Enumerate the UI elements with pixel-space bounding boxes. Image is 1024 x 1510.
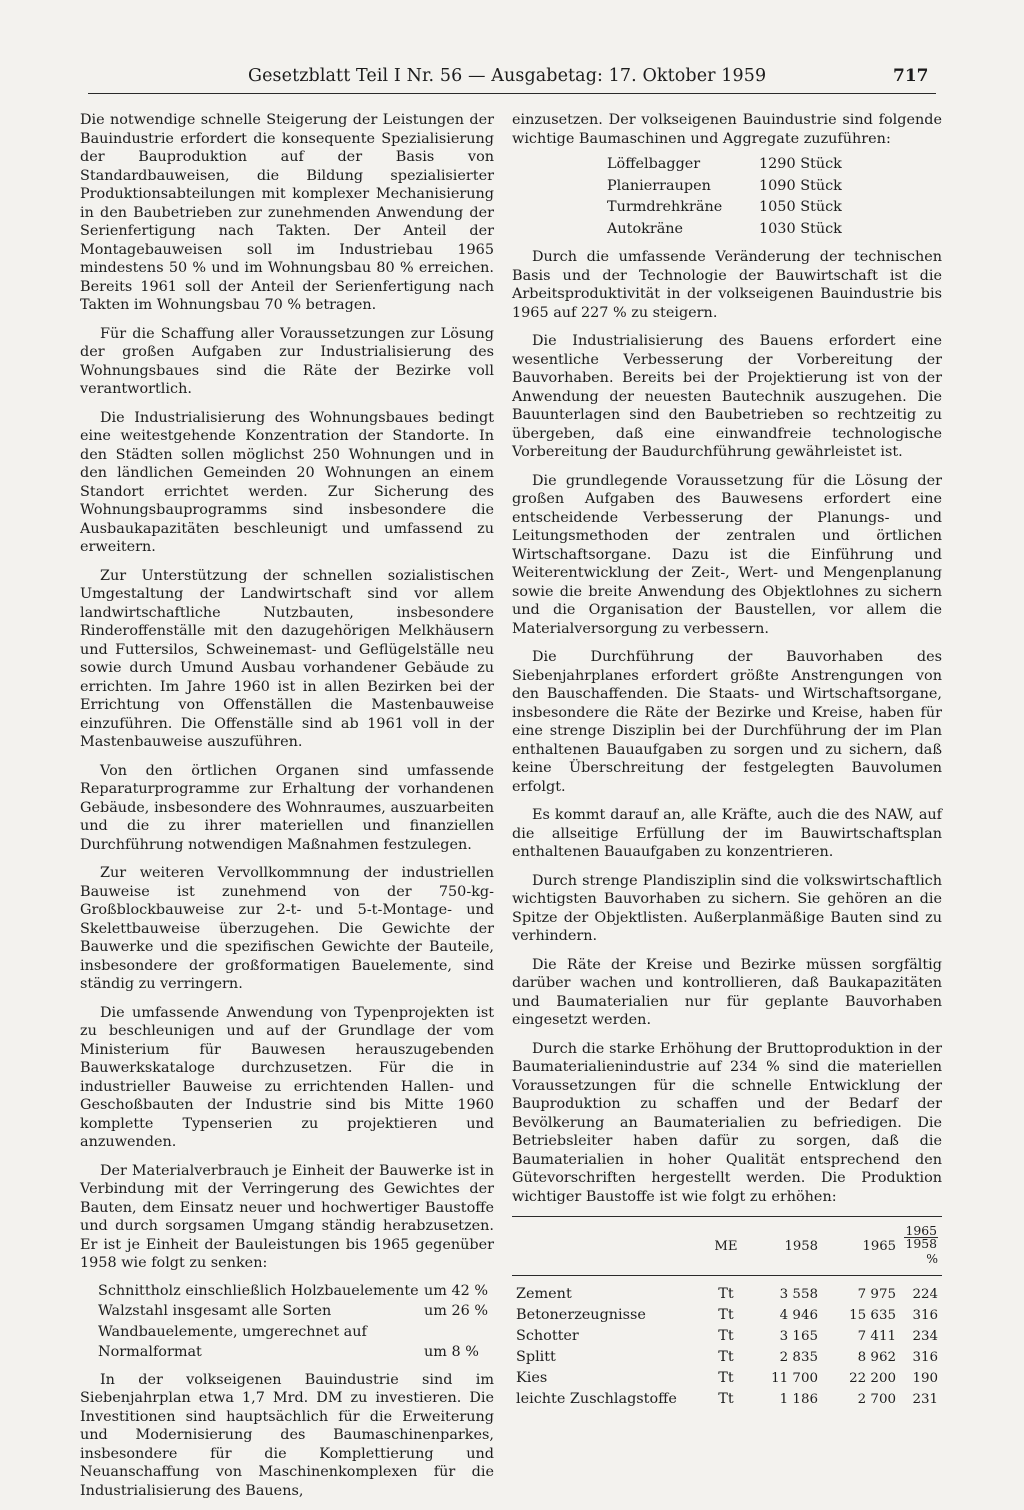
paragraph: Der Materialverbrauch je Einheit der Bauwerke ist in Verbindung mit der Verringerung des Gewichtes der Bauten, dem Einsatz neuer und hochwertiger Baustoffe und durch sorgsamen Umgang ständig herabzusetzen. Er ist je Einheit der Bauleistungen bis 1965 gegenüber 1958 wie folgt zu senken: bbox=[80, 1162, 494, 1271]
col-header-1965: 1965 bbox=[822, 1217, 900, 1276]
value-1965-cell: 7 411 bbox=[857, 1329, 896, 1345]
reduction-item bbox=[98, 1342, 494, 1363]
reduction-amount: um 42 % bbox=[424, 1282, 489, 1299]
page-header bbox=[0, 60, 1024, 94]
machine-row bbox=[607, 219, 842, 241]
header-title: Gesetzblatt Teil I Nr. 56 — Ausgabetag: 17. Oktober 1959 bbox=[248, 66, 767, 86]
paragraph: Durch die umfassende Veränderung der technischen Basis und der Technologie der Bauwirtschaft ist die Arbeitsproduktivität in der volkseigenen Bauindustrie bis 1965 auf 227 % zu steigern. bbox=[512, 249, 942, 321]
reduction-label: Walzstahl insgesamt alle Sorten bbox=[98, 1303, 332, 1319]
material-cell: leichte Zuschlagstoffe bbox=[516, 1391, 677, 1408]
machine-name: Löffelbagger bbox=[607, 156, 701, 172]
paragraph: Die Industrialisierung des Wohnungsbaues bedingt eine weitestgehende Konzentration der Standorte. In den Städten sollen möglichst 250 Wohnungen und in den ländlichen Gemeinden 20 Wohnungen an einem Standort errichtet werden. Zur Sicherung des Wohnungsbauprogramms sind insbesondere die Ausbaukapazitäten beschleunigt und umfassend zu erweitern. bbox=[80, 409, 494, 555]
value-1958-cell: 3 558 bbox=[779, 1287, 818, 1303]
machine-quantity: 1050 Stück bbox=[759, 199, 842, 215]
ratio-fraction bbox=[904, 1225, 938, 1250]
reduction-label: Normalformat bbox=[98, 1344, 202, 1360]
machine-row bbox=[607, 197, 842, 219]
machine-name: Turmdrehkräne bbox=[607, 199, 723, 215]
reduction-label: Wandbauelemente, umgerechnet auf bbox=[98, 1323, 367, 1340]
value-1958-cell: 1 186 bbox=[779, 1392, 818, 1408]
material-cell: Schotter bbox=[516, 1328, 579, 1345]
paragraph: Die Durchführung der Bauvorhaben des Siebenjahrplanes erfordert größte Anstrengungen von den Bauschaffenden. Die Staats- und Wirtschaftsorgane, insbesondere die Räte der Bezirke und Kreise, haben für eine strenge Disziplin bei der Durchführung der im Plan enthaltenen Bauaufgaben zu sorgen und zu sichern, daß keine Überschreitung der festgelegten Bauvolumen erfolgt. bbox=[512, 649, 942, 795]
right-column bbox=[512, 111, 942, 1410]
col-header-material bbox=[512, 1217, 698, 1276]
col-header-1958: 1958 bbox=[754, 1217, 822, 1276]
unit-cell: Tt bbox=[718, 1349, 734, 1366]
value-1958-cell: 11 700 bbox=[771, 1371, 818, 1387]
unit-cell: Tt bbox=[718, 1370, 734, 1387]
paragraph: Die grundlegende Voraussetzung für die Lösung der großen Aufgaben des Bauwesens erfordert eine entscheidende Verbesserung der Planungs- und Leitungsmethoden der zentralen und örtlichen Wirtschaftsorgane. Dazu ist die Einführung und Weiterentwicklung der Zeit-, Wert- und Mengenplanung sowie die breite Anwendung des Objektlohnes zu sichern und die Organisation der Baustellen, vor allem die Materialversorgung zu verbessern. bbox=[512, 472, 942, 637]
table-row bbox=[512, 1347, 942, 1368]
value-1958-cell: 2 835 bbox=[779, 1350, 818, 1366]
reduction-amount: um 8 % bbox=[424, 1344, 479, 1360]
paragraph: Durch die starke Erhöhung der Bruttoproduktion in der Baumaterialienindustrie auf 234 % sind die materiellen Voraussetzungen für die schnelle Entwicklung der Bauproduktion zu schaffen und der Bedarf der Bevölkerung an Baumaterialien zu befriedigen. Die Betriebsleiter haben dafür zu sorgen, daß die Baumaterialien in hoher Qualität entsprechend den Gütevorschriften hergestellt werden. Die Produktion wichtiger Baustoffe ist wie folgt zu erhöhen: bbox=[512, 1040, 942, 1205]
table-row bbox=[512, 1326, 942, 1347]
ratio-numerator: 1965 bbox=[905, 1223, 937, 1238]
unit-cell: Tt bbox=[718, 1391, 734, 1408]
paragraph: Von den örtlichen Organen sind umfassende Reparaturprogramme zur Erhaltung der vorhandenen Gebäude, insbesondere des Wohnraumes, auszuarbeiten und die zu ihrer materiellen und finanziellen Durchführung notwendigen Maßnahmen festzulegen. bbox=[80, 762, 494, 853]
header-rule bbox=[88, 93, 936, 94]
page-number: 717 bbox=[893, 66, 929, 86]
table-row bbox=[512, 1276, 942, 1306]
unit-cell: Tt bbox=[718, 1286, 734, 1303]
machine-name: Autokräne bbox=[607, 220, 684, 237]
machine-quantity: 1090 Stück bbox=[759, 177, 842, 194]
paragraph: Die notwendige schnelle Steigerung der Leistungen der Bauindustrie erfordert die konsequente Spezialisierung der Bauproduktion auf der Basis von Standardbauweisen, die Bildung spezialisierter Produktionsabteilungen mit komplexer Mechanisierung in den Baubetrieben zur zunehmenden Anwendung der Serienfertigung nach Takten. Der Anteil der Montagebauweisen soll im Industriebau 1965 mindestens 50 % und im Wohnungsbau 80 % erreichen. Bereits 1961 soll der Anteil der Serienfertigung nach Takten im Wohnungsbau 70 % betragen. bbox=[80, 112, 494, 313]
ratio-unit: % bbox=[926, 1251, 938, 1266]
col-header-ratio bbox=[900, 1217, 942, 1276]
ratio-cell: 190 bbox=[912, 1371, 938, 1387]
paragraph: Es kommt darauf an, alle Kräfte, auch die des NAW, auf die allseitige Erfüllung der im Bauwirtschaftsplan enthaltenen Bauaufgaben zu konzentrieren. bbox=[512, 807, 942, 860]
reduction-list bbox=[98, 1281, 494, 1363]
material-cell: Kies bbox=[516, 1370, 548, 1387]
material-cell: Splitt bbox=[516, 1349, 556, 1366]
table-row bbox=[512, 1368, 942, 1389]
reduction-amount: um 26 % bbox=[424, 1303, 489, 1319]
machine-row bbox=[607, 176, 842, 198]
paragraph: Zur Unterstützung der schnellen sozialistischen Umgestaltung der Landwirtschaft sind vor allem landwirtschaftliche Nutzbauten, insbesondere Rinderoffenställe mit den dazugehörigen Melkhäusern und Futtersilos, Schweinemast- und Geflügelställe neu sowie durch Umund Ausbau vorhandener Gebäude zu errichten. Im Jahre 1960 ist in allen Bezirken bei der Errichtung von Offenställen die Mastenbauweise einzuführen. Die Offenställe sind ab 1961 voll in der Mastenbauweise auszuführen. bbox=[80, 567, 494, 750]
ratio-cell: 316 bbox=[912, 1308, 938, 1324]
reduction-item bbox=[98, 1281, 494, 1302]
paragraph: Für die Schaffung aller Voraussetzungen zur Lösung der großen Aufgaben zur Industrialisierung des Wohnungsbaues sind die Räte der Bezirke voll verantwortlich. bbox=[80, 325, 494, 397]
ratio-cell: 234 bbox=[912, 1329, 938, 1345]
value-1965-cell: 22 200 bbox=[849, 1371, 896, 1387]
machine-quantity: 1030 Stück bbox=[759, 220, 842, 237]
value-1965-cell: 8 962 bbox=[857, 1350, 896, 1366]
left-column bbox=[80, 111, 494, 1510]
paragraph: Die Industrialisierung des Bauens erfordert eine wesentliche Verbesserung der Vorbereitung der Bauvorhaben. Bereits bei der Projektierung ist von der Anwendung der neuesten Bautechnik auszugehen. Die Bauunterlagen sind den Baubetrieben so rechtzeitig zu übergeben, daß eine einwandfreie technologische Vorbereitung der Baudurchführung gewährleistet ist. bbox=[512, 333, 942, 460]
value-1965-cell: 2 700 bbox=[857, 1392, 896, 1408]
ratio-denominator: 1958 bbox=[905, 1236, 937, 1251]
unit-cell: Tt bbox=[718, 1328, 734, 1345]
value-1958-cell: 3 165 bbox=[779, 1329, 818, 1345]
material-cell: Betonerzeugnisse bbox=[516, 1307, 646, 1324]
ratio-cell: 231 bbox=[912, 1392, 938, 1408]
reduction-item bbox=[98, 1322, 494, 1343]
reduction-label: Schnittholz einschließlich Holzbauelemente bbox=[98, 1282, 419, 1299]
ratio-cell: 224 bbox=[912, 1287, 938, 1303]
paragraph: Die umfassende Anwendung von Typenprojekten ist zu beschleunigen und auf der Grundlage der vom Ministerium für Bauwesen herauszugebenden Bauwerkskataloge durchzusetzen. Für die in industrieller Bauweise zu errichtenden Hallen- und Geschoßbauten der Industrie sind bis Mitte 1960 komplette Typenserien zu projektieren und anzuwenden. bbox=[80, 1004, 494, 1150]
reduction-item bbox=[98, 1301, 494, 1322]
ratio-cell: 316 bbox=[912, 1350, 938, 1366]
col-header-me: ME bbox=[698, 1217, 754, 1276]
paragraph: In der volkseigenen Bauindustrie sind im Siebenjahrplan etwa 1,7 Mrd. DM zu investieren. Die Investitionen sind hauptsächlich für die Erweiterung und Modernisierung des Baumaschinenparkes, insbesondere für die Komplettierung und Neuanschaffung von Maschinenkomplexen für die Industrialisierung des Bauens, bbox=[80, 1371, 494, 1499]
table-row bbox=[512, 1305, 942, 1326]
value-1965-cell: 15 635 bbox=[849, 1308, 896, 1324]
unit-cell: Tt bbox=[718, 1307, 734, 1324]
material-cell: Zement bbox=[516, 1286, 572, 1303]
value-1958-cell: 4 946 bbox=[779, 1308, 818, 1324]
machine-row bbox=[607, 154, 842, 176]
paragraph: Die Räte der Kreise und Bezirke müssen sorgfältig darüber wachen und kontrollieren, daß Baukapazitäten und Baumaterialien nur für geplante Bauvorhaben eingesetzt werden. bbox=[512, 956, 942, 1028]
machine-list bbox=[607, 154, 842, 240]
paragraph: Durch strenge Plandisziplin sind die volkswirtschaftlich wichtigsten Bauvorhaben zu sichern. Sie gehören an die Spitze der Objektlisten. Außerplanmäßige Bauten sind zu verhindern. bbox=[512, 872, 942, 944]
table-header-row bbox=[512, 1217, 942, 1276]
machine-name: Planierraupen bbox=[607, 177, 711, 194]
production-table bbox=[512, 1216, 942, 1410]
table-row bbox=[512, 1389, 942, 1410]
paragraph: Zur weiteren Vervollkommnung der industriellen Bauweise ist zunehmend von der 750-kg-Großblockbauweise zur 2-t- und 5-t-Montage- und Skelettbauweise überzugehen. Die Gewichte der Bauwerke und die spezifischen Gewichte der Bauteile, insbesondere der großformatigen Bauelemente, sind ständig zu verringern. bbox=[80, 865, 494, 992]
machine-quantity: 1290 Stück bbox=[759, 156, 842, 172]
reduction-amount bbox=[424, 1322, 494, 1343]
paragraph: einzusetzen. Der volkseigenen Bauindustrie sind folgende wichtige Baumaschinen und Aggregate zuzuführen: bbox=[512, 112, 942, 147]
value-1965-cell: 7 975 bbox=[857, 1287, 896, 1303]
